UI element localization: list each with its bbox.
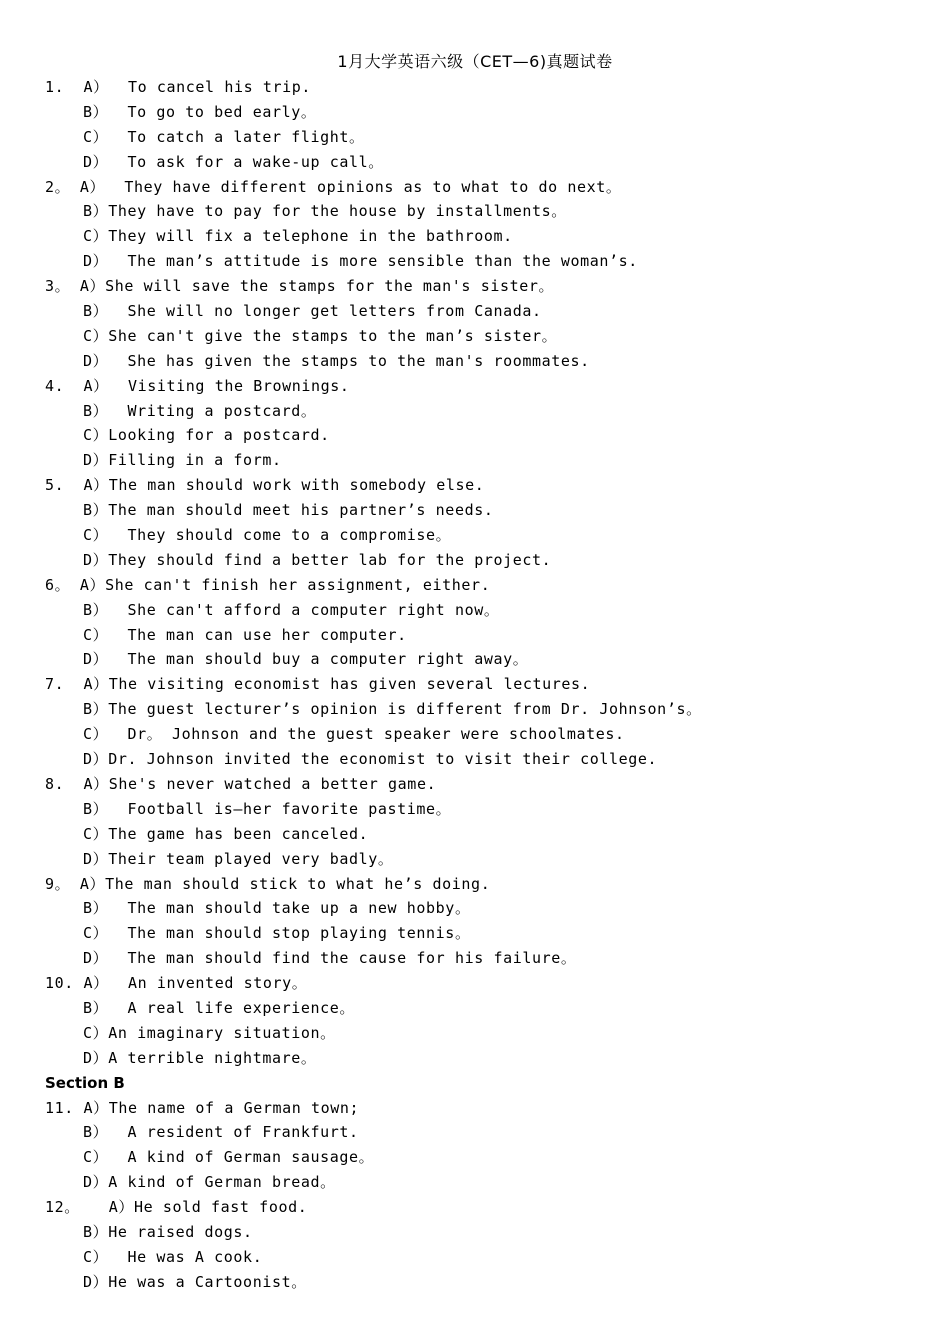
answer-option: C） The man can use her computer.: [83, 625, 407, 644]
answer-option: C） To catch a later flight。: [83, 127, 365, 146]
answer-option: B） She will no longer get letters from Canada.: [83, 302, 542, 321]
question-list: [45, 75, 915, 1295]
answer-option: B） Writing a postcard。: [83, 401, 317, 420]
question-first-line: 11. A）The name of a German town;: [45, 1098, 360, 1117]
question-block: [45, 75, 915, 175]
question-block: [45, 672, 915, 772]
answer-option: C） A kind of German sausage。: [83, 1148, 375, 1167]
answer-option: C）The game has been canceled.: [83, 824, 369, 843]
answer-option: D）Filling in a form.: [83, 451, 282, 470]
answer-option: D） The man should buy a computer right away。: [83, 650, 529, 669]
answer-option: B）They have to pay for the house by installments。: [83, 202, 567, 221]
section-a: [45, 75, 915, 1071]
section-b-heading: Section B: [45, 1073, 125, 1092]
question-first-line: 5. A）The man should work with somebody else.: [45, 476, 485, 495]
page-title: 1月大学英语六级（CET—6)真题试卷: [337, 52, 613, 71]
question-block: [45, 473, 915, 573]
answer-option: C）She can't give the stamps to the man’s sister。: [83, 326, 558, 345]
question-first-line: 1. A） To cancel his trip.: [45, 78, 311, 96]
question-block: [45, 274, 915, 374]
question-block: [45, 971, 915, 1071]
question-first-line: 12。 A）He sold fast food.: [45, 1198, 308, 1217]
answer-option: B） A resident of Frankfurt.: [83, 1123, 359, 1142]
answer-option: B） She can't afford a computer right now。: [83, 600, 500, 619]
question-first-line: 7. A）The visiting economist has given several lectures.: [45, 675, 591, 694]
question-block: [45, 175, 915, 275]
answer-option: D）He was a Cartoonist。: [83, 1272, 307, 1291]
answer-option: B）The man should meet his partner’s needs.: [83, 501, 494, 520]
question-block: [45, 1096, 915, 1196]
answer-option: D） The man’s attitude is more sensible than the woman’s.: [83, 252, 638, 271]
question-first-line: 6。 A）She can't finish her assignment, either.: [45, 575, 491, 594]
answer-option: B） A real life experience。: [83, 998, 355, 1017]
question-first-line: 4. A） Visiting the Brownings.: [45, 376, 350, 395]
answer-option: B） To go to bed early。: [83, 102, 317, 121]
answer-option: C） They should come to a compromise。: [83, 526, 452, 545]
answer-option: D） She has given the stamps to the man's roommates.: [83, 351, 590, 370]
answer-option: D）A kind of German bread。: [83, 1173, 336, 1192]
answer-option: B）The guest lecturer’s opinion is different from Dr. Johnson’s。: [83, 700, 702, 719]
question-block: [45, 374, 915, 474]
answer-option: C）Looking for a postcard.: [83, 426, 330, 445]
answer-option: D） The man should find the cause for his failure。: [83, 949, 577, 968]
question-block: [45, 573, 915, 673]
answer-option: D）A terrible nightmare。: [83, 1048, 317, 1067]
question-first-line: 10. A） An invented story。: [45, 974, 308, 993]
question-first-line: 3。 A）She will save the stamps for the man's sister。: [45, 277, 555, 296]
answer-option: B） The man should take up a new hobby。: [83, 899, 471, 918]
answer-option: C） He was A cook.: [83, 1247, 263, 1266]
question-first-line: 9。 A）The man should stick to what he’s doing.: [45, 874, 491, 893]
question-first-line: 8. A）She's never watched a better game.: [45, 774, 437, 793]
answer-option: C） The man should stop playing tennis。: [83, 924, 471, 943]
answer-option: D）Their team played very badly。: [83, 849, 394, 868]
answer-option: D）Dr. Johnson invited the economist to visit their college.: [83, 750, 658, 769]
answer-option: B） Football is—her favorite pastime。: [83, 799, 452, 818]
question-block: [45, 772, 915, 872]
answer-option: C）An imaginary situation。: [83, 1023, 336, 1042]
answer-option: C） Dr。 Johnson and the guest speaker were schoolmates.: [83, 725, 625, 744]
question-first-line: 2。 A） They have different opinions as to what to do next。: [45, 177, 622, 196]
question-block: [45, 872, 915, 972]
section-b: [45, 1096, 915, 1295]
answer-option: D） To ask for a wake-up call。: [83, 152, 384, 171]
answer-option: B）He raised dogs.: [83, 1222, 253, 1241]
answer-option: C）They will fix a telephone in the bathroom.: [83, 227, 513, 246]
answer-option: D）They should find a better lab for the project.: [83, 550, 552, 569]
question-block: [45, 1195, 915, 1295]
